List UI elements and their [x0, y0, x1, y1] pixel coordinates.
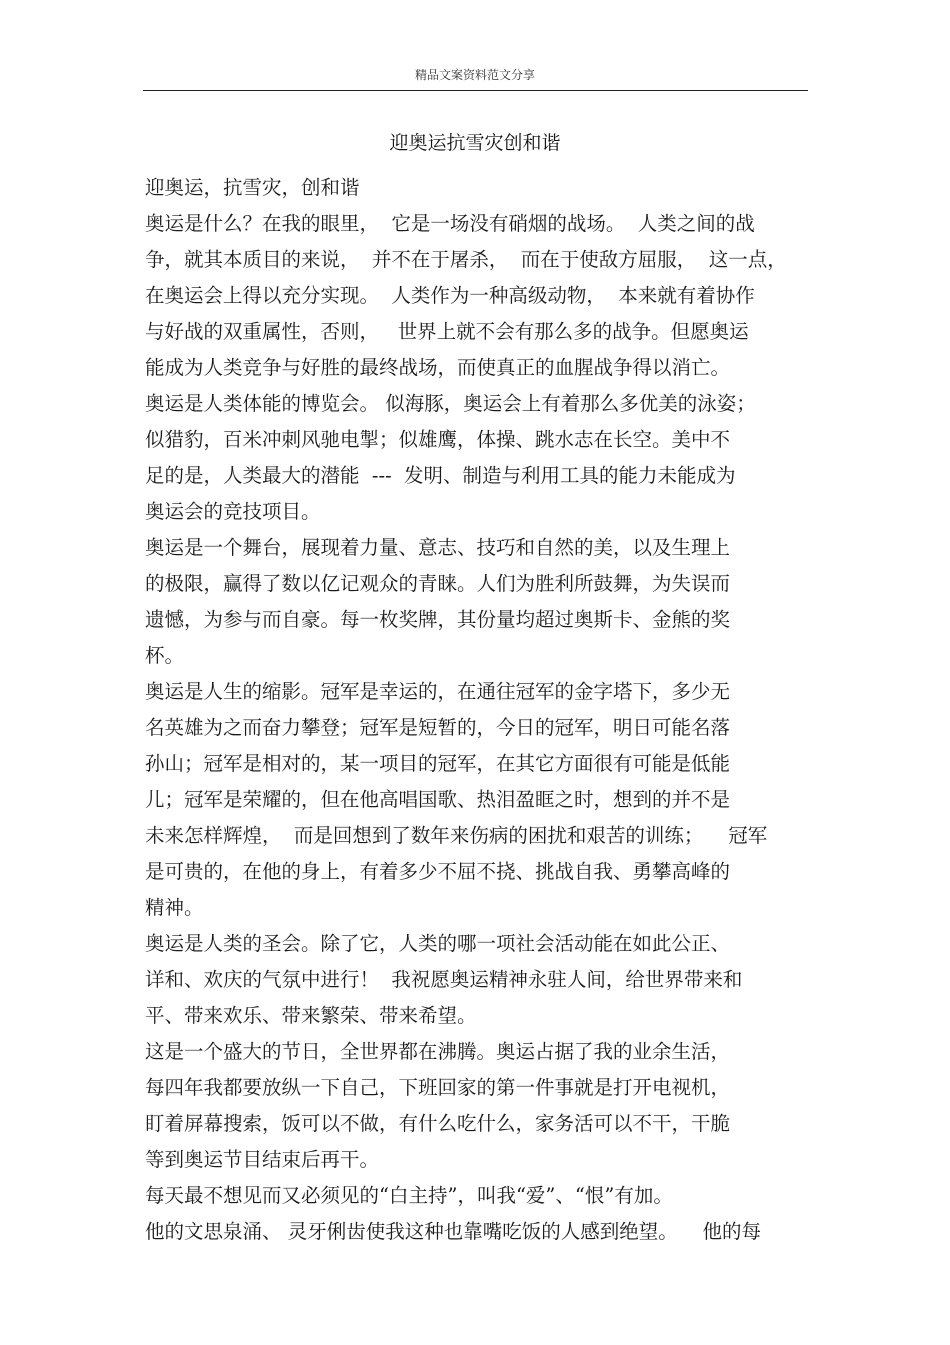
text-line: 每四年我都要放纵一下自己，下班回家的第一件事就是打开电视机，: [145, 1076, 731, 1099]
text-line: 每天最不想见而又必须见的“白主持”，叫我“爱”、“恨”有加。: [145, 1184, 673, 1207]
text-line: 与好战的双重属性，否则， 世界上就不会有那么多的战争。但愿奥运: [145, 320, 749, 343]
text-line: 是可贵的，在他的身上，有着多少不屈不挠、挑战自我、勇攀高峰的: [145, 860, 731, 883]
text-line: 盯着屏幕搜索，饭可以不做，有什么吃什么，家务活可以不干，干脆: [145, 1112, 731, 1135]
text-line: 儿；冠军是荣耀的，但在他高唱国歌、热泪盈眶之时，想到的并不是: [145, 788, 731, 811]
text-line: 争，就其本质目的来说， 并不在于屠杀， 而在于使敌方屈服， 这一点，: [145, 248, 787, 271]
text-line: 迎奥运，抗雪灾，创和谐: [145, 176, 360, 199]
document-title: 迎奥运抗雪灾创和谐: [389, 132, 561, 154]
text-line: 未来怎样辉煌， 而是回想到了数年来伤病的困扰和艰苦的训练； 冠军: [145, 824, 768, 847]
text-line: 奥运是一个舞台，展现着力量、意志、技巧和自然的美，以及生理上: [145, 536, 731, 559]
text-line: 精神。: [145, 896, 204, 919]
text-line: 孙山；冠军是相对的，某一项目的冠军，在其它方面很有可能是低能: [145, 752, 731, 775]
text-line: 奥运是什么？在我的眼里， 它是一场没有硝烟的战场。 人类之间的战: [145, 212, 755, 235]
text-line: 这是一个盛大的节日，全世界都在沸腾。奥运占据了我的业余生活，: [145, 1040, 731, 1063]
text-line: 能成为人类竞争与好胜的最终战场，而使真正的血腥战争得以消亡。: [145, 356, 731, 379]
text-line: 奥运会的竞技项目。: [145, 500, 321, 523]
text-line: 奥运是人类体能的博览会。 似海豚，奥运会上有着那么多优美的泳姿；: [145, 392, 756, 415]
text-line: 的极限，赢得了数以亿记观众的青睐。人们为胜利所鼓舞，为失误而: [145, 572, 731, 595]
text-line: 他的文思泉涌、 灵牙俐齿使我这种也靠嘴吃饭的人感到绝望。 他的每: [145, 1220, 761, 1243]
text-line: 杯。: [145, 644, 185, 667]
header-divider: [143, 90, 808, 91]
text-line: 名英雄为之而奋力攀登；冠军是短暂的，今日的冠军，明日可能名落: [145, 716, 731, 739]
text-line: 奥运是人类的圣会。除了它，人类的哪一项社会活动能在如此公正、: [145, 932, 731, 955]
text-line: 遗憾，为参与而自豪。每一枚奖牌，其份量均超过奥斯卡、金熊的奖: [145, 608, 731, 631]
text-line: 奥运是人生的缩影。冠军是幸运的，在通往冠军的金字塔下，多少无: [145, 680, 731, 703]
text-line: 详和、欢庆的气氛中进行！ 我祝愿奥运精神永驻人间，给世界带来和: [145, 968, 743, 991]
text-line: 似猎豹，百米冲刺风驰电掣；似雄鹰，体操、跳水志在长空。美中不: [145, 428, 731, 451]
running-header: 精品文案资料范文分享: [414, 68, 535, 82]
text-line: 足的是，人类最大的潜能 --- 发明、制造与利用工具的能力未能成为: [145, 464, 736, 487]
document-body: [145, 170, 815, 1250]
text-line: 平、带来欢乐、带来繁荣、带来希望。: [145, 1004, 477, 1027]
text-line: 在奥运会上得以充分实现。 人类作为一种高级动物， 本来就有着协作: [145, 284, 755, 307]
text-line: 等到奥运节目结束后再干。: [145, 1148, 380, 1171]
